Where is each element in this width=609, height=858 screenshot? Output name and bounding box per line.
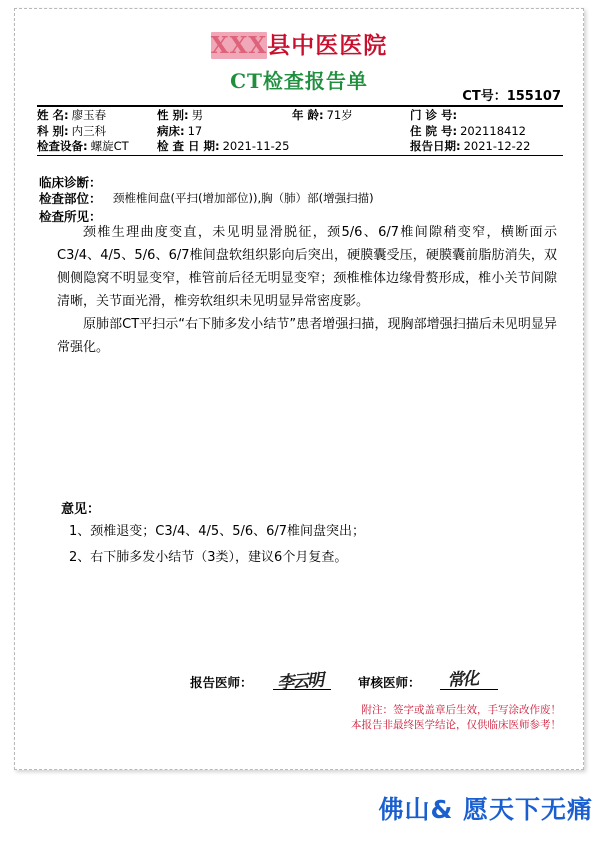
review-doctor-signature-line bbox=[440, 689, 498, 690]
review-doctor-signature: 常化 bbox=[446, 668, 478, 692]
field-exam-date: 检 查 日 期: 2021-11-25 bbox=[157, 139, 290, 154]
opinion-label: 意见： bbox=[61, 502, 101, 517]
patient-info-row-1 bbox=[37, 108, 563, 124]
findings-body bbox=[57, 221, 557, 359]
patient-info-row-2 bbox=[37, 124, 563, 140]
ct-number-label: CT号： bbox=[462, 89, 507, 104]
report-doctor-signature-line bbox=[273, 689, 331, 690]
field-department: 科 别: 内三科 bbox=[37, 123, 107, 138]
field-name: 姓 名: 廖玉春 bbox=[37, 108, 107, 122]
exam-site-label: 检查部位： bbox=[39, 191, 102, 206]
review-doctor-label: 审核医师： bbox=[358, 675, 421, 690]
ct-number-value: 155107 bbox=[506, 89, 561, 104]
report-doctor-signature: 李云明 bbox=[276, 670, 323, 694]
field-equipment: 检查设备: 螺旋CT bbox=[37, 139, 129, 154]
field-age: 年 龄: 71岁 bbox=[292, 108, 353, 122]
report-doctor-label: 报告医师： bbox=[190, 675, 253, 690]
opinion-list bbox=[69, 519, 549, 571]
hospital-name-suffix: 县中医医院 bbox=[267, 32, 388, 59]
divider-info-bottom bbox=[37, 155, 563, 156]
footer-note-line-2: 本报告非最终医学结论，仅供临床医师参考！ bbox=[351, 719, 561, 731]
opinion-item: 2、右下肺多发小结节（3类），建议6个月复查。 bbox=[69, 550, 348, 565]
clinical-diagnosis-label: 临床诊断： bbox=[39, 175, 102, 190]
field-report-date: 报告日期: 2021-12-22 bbox=[410, 139, 531, 154]
report-sheet bbox=[14, 8, 584, 770]
ct-number bbox=[462, 85, 561, 104]
divider-top bbox=[37, 105, 563, 107]
findings-label: 检查所见： bbox=[39, 209, 102, 224]
hospital-name bbox=[15, 27, 583, 60]
footer-note-line-1: 附注：签字或盖章后生效，手写涂改作废！ bbox=[361, 704, 561, 716]
patient-info-grid bbox=[37, 108, 563, 155]
field-bed: 病床: 17 bbox=[157, 123, 203, 138]
exam-site-value: 颈椎椎间盘(平扫(增加部位)),胸（肺）部(增强扫描) bbox=[113, 191, 374, 205]
patient-info-row-3 bbox=[37, 139, 563, 155]
findings-paragraph-1: 颈椎生理曲度变直，未见明显滑脱征，颈5/6、6/7椎间隙稍变窄，横断面示C3/4、4/5、5/6、6/7椎间盘软组织影向后突出，硬膜囊受压，硬膜囊前脂肪消失，双侧侧隐窝不明显变窄，椎管前后径无明显变窄；颈椎椎体边缘骨赘形成，椎小关节间隙清晰，关节面光滑，椎旁软组织未见明显异常密度影。 bbox=[57, 225, 557, 309]
findings-paragraph-2: 原肺部CT平扫示“右下肺多发小结节”患者增强扫描，现胸部增强扫描后未见明显异常强化。 bbox=[57, 317, 557, 355]
report-title: CT检查报告单 bbox=[230, 69, 368, 93]
field-inpatient-no: 住 院 号: 202118412 bbox=[410, 123, 526, 138]
field-gender: 性 别: 男 bbox=[157, 108, 204, 122]
hospital-name-redacted: XXX bbox=[210, 32, 268, 59]
watermark-text: 佛山& 愿天下无痛 bbox=[378, 795, 593, 824]
field-outpatient-no: 门 诊 号: bbox=[410, 108, 458, 122]
opinion-item: 1、颈椎退变；C3/4、4/5、5/6、6/7椎间盘突出； bbox=[69, 524, 366, 539]
